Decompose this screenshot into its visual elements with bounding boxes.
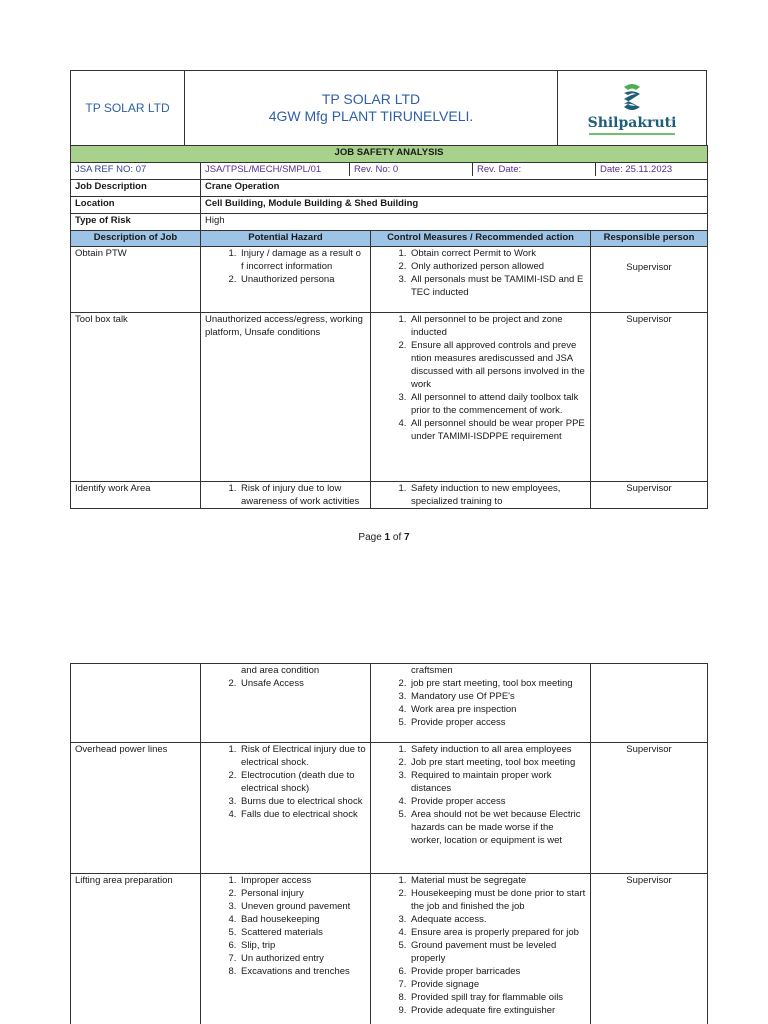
company-name-left: TP SOLAR LTD	[71, 71, 185, 145]
list-item: 6. Slip, trip	[239, 939, 366, 952]
list-item: 5. Provide proper access	[409, 716, 586, 729]
list-item: 5. Area should not be wet because Electric hazards can be made worse if the worker, location or equipment is wet	[409, 808, 586, 847]
hazard-list	[205, 677, 366, 690]
control-list	[375, 313, 586, 443]
list-item: 4. All personnel should be wear proper PPE under TAMIMI-ISDPPE requirement	[409, 417, 586, 443]
of-word: of	[392, 532, 402, 543]
list-item: 2. Job pre start meeting, tool box meeting	[409, 756, 586, 769]
control-list	[375, 677, 586, 729]
logo-underline	[589, 133, 675, 135]
control-list	[375, 874, 586, 1017]
list-item: 3. Adequate access.	[409, 913, 586, 926]
list-item: 1. Injury / damage as a result o f incorrect information	[239, 247, 366, 273]
hazard-list	[205, 482, 366, 508]
hazard-list	[205, 247, 366, 286]
letterhead	[70, 70, 707, 146]
table-row	[71, 482, 708, 509]
jsa-code: JSA/TPSL/MECH/SMPL/01	[201, 163, 350, 176]
document-page-2	[0, 663, 768, 1024]
title-line-2: 4GW Mfg PLANT TIRUNELVELI.	[268, 108, 474, 124]
person-cell: Supervisor	[591, 247, 708, 313]
list-item: 8. Provided spill tray for flammable oils	[409, 991, 586, 1004]
person-cell	[591, 664, 708, 743]
job-cell: Overhead power lines	[71, 743, 201, 874]
page-footer	[0, 532, 768, 543]
list-item: 1. Obtain correct Permit to Work	[409, 247, 586, 260]
risk-type-label: Type of Risk	[71, 214, 201, 231]
list-item: 2. Electrocution (death due to electrical shock)	[239, 769, 366, 795]
table-row	[71, 743, 708, 874]
table-row	[71, 874, 708, 1024]
rev-no: Rev. No: 0	[350, 163, 473, 176]
list-item: 8. Excavations and trenches	[239, 965, 366, 978]
column-header-hazard: Potential Hazard	[201, 231, 371, 247]
table-row	[71, 313, 708, 482]
job-description-label: Job Description	[71, 180, 201, 197]
hazard-cell: Unauthorized access/egress, working platform, Unsafe conditions	[201, 313, 371, 482]
list-item: 2. Unauthorized persona	[239, 273, 366, 286]
list-item: 3. Burns due to electrical shock	[239, 795, 366, 808]
page-total: 7	[404, 532, 410, 543]
list-item: 2. Unsafe Access	[239, 677, 366, 690]
jsa-table-page-2	[70, 663, 708, 1024]
list-item: 4. Falls due to electrical shock	[239, 808, 366, 821]
list-item: 4. Ensure area is properly prepared for job	[409, 926, 586, 939]
list-item: 2. Only authorized person allowed	[409, 260, 586, 273]
list-item: 1. Material must be segregate	[409, 874, 586, 887]
list-item: 1. Improper access	[239, 874, 366, 887]
list-item: 6. Provide proper barricades	[409, 965, 586, 978]
control-continued: craftsmen	[411, 665, 453, 676]
control-list	[375, 743, 586, 847]
table-row	[71, 247, 708, 313]
control-list	[375, 482, 586, 508]
list-item: 3. Mandatory use Of PPE's	[409, 690, 586, 703]
job-cell: Identify work Area	[71, 482, 201, 509]
list-item: 5. Scattered materials	[239, 926, 366, 939]
risk-type-value: High	[201, 214, 708, 231]
jsa-table-page-1	[70, 145, 708, 509]
list-item: 2. Ensure all approved controls and preve ntion measures arediscussed and JSA discussed with all persons involved in the work	[409, 339, 586, 391]
job-cell: Obtain PTW	[71, 247, 201, 313]
control-list	[375, 247, 586, 299]
list-item: 1. All personnel to be project and zone inducted	[409, 313, 586, 339]
list-item: 9. Provide adequate fire extinguisher	[409, 1004, 586, 1017]
list-item: 4. Provide proper access	[409, 795, 586, 808]
list-item: 5. Ground pavement must be leveled properly	[409, 939, 586, 965]
person-cell: Supervisor	[591, 743, 708, 874]
person-cell: Supervisor	[591, 482, 708, 509]
list-item: 2. Housekeeping must be done prior to start the job and finished the job	[409, 887, 586, 913]
logo-text: Shilpakruti	[587, 115, 677, 131]
document-title	[185, 71, 558, 145]
column-header-job: Description of Job	[71, 231, 201, 247]
logo	[558, 71, 706, 145]
list-item: 4. Bad housekeeping	[239, 913, 366, 926]
rev-date: Rev. Date:	[473, 163, 596, 176]
list-item: 1. Safety induction to new employees, specialized training to	[409, 482, 586, 508]
hazard-continued: and area condition	[241, 665, 320, 676]
shilpakruti-logo-icon	[619, 81, 645, 113]
column-header-person: Responsible person	[591, 231, 708, 247]
list-item: 3. All personnel to attend daily toolbox talk prior to the commencement of work.	[409, 391, 586, 417]
list-item: 7. Un authorized entry	[239, 952, 366, 965]
jsa-ref: JSA REF NO: 07	[71, 163, 201, 180]
job-cell: Tool box talk	[71, 313, 201, 482]
jsa-date: Date: 25.11.2023	[600, 164, 673, 175]
job-cell: Lifting area preparation	[71, 874, 201, 1024]
job-description-value: Crane Operation	[201, 180, 708, 197]
job-cell	[71, 664, 201, 743]
person-cell: Supervisor	[591, 313, 708, 482]
list-item: 3. Required to maintain proper work distances	[409, 769, 586, 795]
hazard-list	[205, 874, 366, 978]
list-item: 4. Work area pre inspection	[409, 703, 586, 716]
location-value: Cell Building, Module Building & Shed Building	[201, 197, 708, 214]
list-item: 1. Risk of Electrical injury due to electrical shock.	[239, 743, 366, 769]
list-item: 1. Risk of injury due to low awareness of work activities	[239, 482, 366, 508]
page-word: Page	[358, 532, 382, 543]
list-item: 2. Personal injury	[239, 887, 366, 900]
jsa-title-band: JOB SAFETY ANALYSIS	[71, 146, 708, 163]
hazard-list	[205, 743, 366, 821]
location-label: Location	[71, 197, 201, 214]
list-item: 1. Safety induction to all area employees	[409, 743, 586, 756]
person-cell: Supervisor	[591, 874, 708, 1024]
title-line-1: TP SOLAR LTD	[321, 91, 421, 107]
list-item: 3. All personals must be TAMIMI-ISD and E TEC inducted	[409, 273, 586, 299]
list-item: 7. Provide signage	[409, 978, 586, 991]
column-header-controls: Control Measures / Recommended action	[371, 231, 591, 247]
list-item: 3. Uneven ground pavement	[239, 900, 366, 913]
list-item: 2. job pre start meeting, tool box meeting	[409, 677, 586, 690]
page-number: 1	[384, 532, 391, 543]
table-row	[71, 664, 708, 743]
